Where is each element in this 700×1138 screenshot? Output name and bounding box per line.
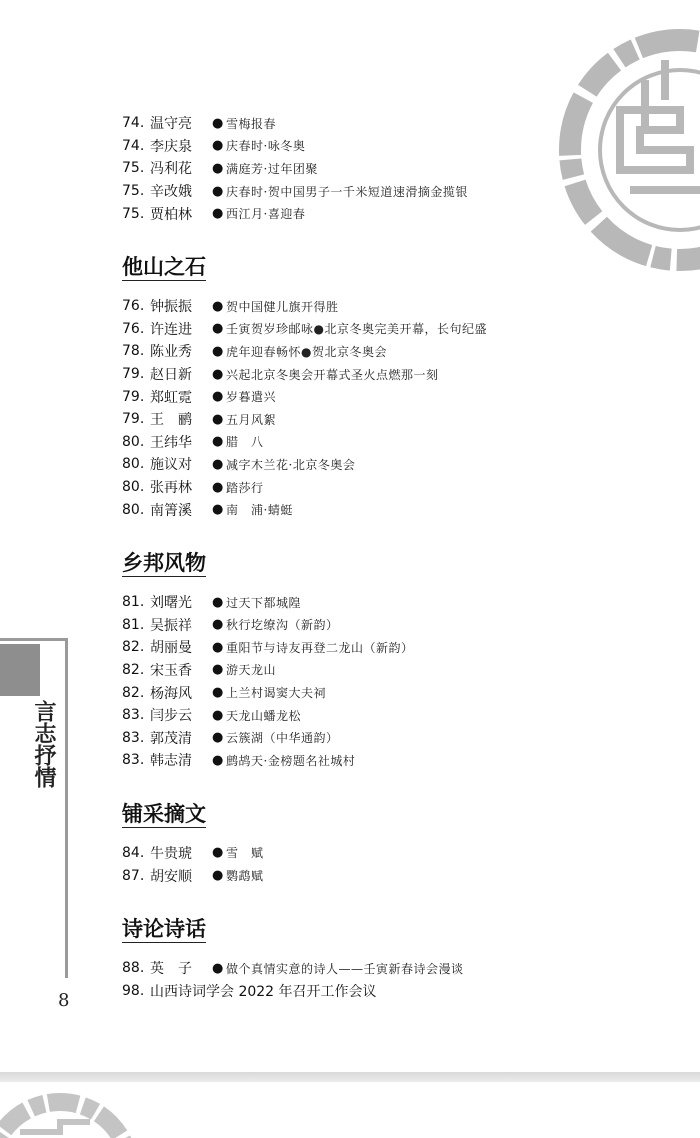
entry-page-number: 82. [122,684,145,701]
entry-author: 山西诗词学会 2022 年召开工作会议 [150,983,377,1000]
entry-author: 刘曙光 [150,595,192,612]
toc-entry[interactable] [122,864,642,887]
bullet-icon: ● [212,321,224,337]
toc-section [122,547,642,772]
bullet-icon: ● [212,617,224,633]
entry-page-number: 84. [122,844,145,861]
bullet-icon: ● [212,366,224,382]
toc-entry[interactable] [122,636,642,659]
entry-title: 雪梅报春 [226,116,277,131]
toc-entry[interactable] [122,476,642,499]
entry-title: 兴起北京冬奥会开幕式圣火点燃那一刻 [226,367,439,382]
toc-entry[interactable] [122,957,642,980]
entry-author: 吴振祥 [150,617,192,634]
entry-author: 贾柏林 [150,206,192,223]
bullet-icon: ● [212,960,224,976]
entry-page-number: 83. [122,752,145,769]
toc-section [122,913,642,1002]
entry-title: 南 浦·蜻蜓 [226,503,293,518]
entry-author: 陈业秀 [150,344,192,361]
side-tab-block [0,644,40,696]
entry-author: 郑虹霓 [150,389,192,406]
entry-page-number: 83. [122,707,145,724]
bullet-icon: ● [212,343,224,359]
entry-author: 李庆泉 [150,138,192,155]
entry-page-number: 74. [122,115,145,132]
toc-entry[interactable] [122,363,642,386]
toc-entry[interactable] [122,453,642,476]
section-heading [122,798,642,830]
entry-title: 做个真情实意的诗人——壬寅新春诗会漫谈 [226,961,464,976]
entry-page-number: 80. [122,501,145,518]
entry-list [122,842,642,887]
entry-title: 虎年迎春畅怀●贺北京冬奥会 [226,344,387,359]
entry-page-number: 98. [122,982,145,999]
seal-ornament-bottom [0,1082,150,1138]
entry-author: 王 鹂 [150,412,192,429]
entry-title: 秋行圪缭沟（新韵） [226,618,339,633]
toc-entry[interactable] [122,498,642,521]
toc-entry[interactable] [122,180,642,203]
entry-page-number: 83. [122,729,145,746]
toc-entry[interactable] [122,318,642,341]
bullet-icon: ● [212,479,224,495]
entry-title: 庆春时·贺中国男子一千米短道速滑摘金揽银 [226,184,468,199]
entry-author: 施议对 [150,457,192,474]
entry-title: 雪 赋 [226,846,264,861]
entry-page-number: 82. [122,661,145,678]
entry-page-number: 79. [122,388,145,405]
bullet-icon: ● [212,160,224,176]
bullet-icon: ● [212,639,224,655]
side-tab-rule [0,638,68,641]
entry-page-number: 79. [122,411,145,428]
entry-title: 鹦鹉赋 [226,869,264,884]
bullet-icon: ● [212,434,224,450]
entry-author: 英 子 [150,961,192,978]
entry-author: 胡丽曼 [150,640,192,657]
side-tab [0,638,70,978]
section-heading [122,913,642,945]
toc-entry[interactable] [122,726,642,749]
entry-author: 赵日新 [150,367,192,384]
entry-page-number: 74. [122,137,145,154]
bullet-icon: ● [212,707,224,723]
entry-author: 闫步云 [150,708,192,725]
entry-title: 壬寅贺岁珍邮咏●北京冬奥完美开幕，长句纪盛 [226,322,487,337]
entry-title: 上兰村谒窦大夫祠 [226,686,327,701]
bullet-icon: ● [212,183,224,199]
entry-list [122,295,642,521]
toc-entry[interactable] [122,614,642,637]
toc-entry[interactable] [122,112,642,135]
entry-page-number: 87. [122,867,145,884]
toc-entry[interactable] [122,591,642,614]
entry-title: 腊 八 [226,435,264,450]
bullet-icon: ● [212,730,224,746]
entry-author: 韩志清 [150,753,192,770]
entry-author: 钟振振 [150,299,192,316]
entry-author: 牛贵琥 [150,845,192,862]
entry-title: 五月风絮 [226,412,277,427]
entry-page-number: 76. [122,320,145,337]
section-heading-text: 乡邦风物 [122,550,206,575]
toc-entry[interactable] [122,979,642,1002]
entry-author: 南箐溪 [150,502,192,519]
entry-title: 岁暮遣兴 [226,390,277,405]
bullet-icon: ● [212,115,224,131]
entry-title: 西江月·喜迎春 [226,207,306,222]
toc-content [122,112,642,1002]
toc-entry[interactable] [122,659,642,682]
toc-sections [122,251,642,1002]
side-tab-vertical-rule [65,638,68,978]
entry-author: 王纬华 [150,434,192,451]
entry-author: 张再林 [150,480,192,497]
entry-list [122,591,642,772]
section-heading [122,251,642,283]
side-tab-label: 言志抒情 [31,700,57,788]
toc-section-continued [122,112,642,225]
toc-section [122,798,642,887]
entry-page-number: 80. [122,456,145,473]
entry-author: 许连进 [150,321,192,338]
entry-page-number: 88. [122,960,145,977]
page-number: 8 [58,990,70,1011]
entry-author: 宋玉香 [150,662,192,679]
entry-title: 过天下都城隍 [226,595,302,610]
bullet-icon: ● [212,685,224,701]
entry-page-number: 75. [122,205,145,222]
bullet-icon: ● [212,411,224,427]
bullet-icon: ● [212,456,224,472]
entry-list [122,957,642,1002]
section-heading-text: 他山之石 [122,254,206,279]
entry-page-number: 79. [122,366,145,383]
entry-title: 天龙山蟠龙松 [226,708,302,723]
entry-page-number: 80. [122,479,145,496]
entry-title: 重阳节与诗友再登二龙山（新韵） [226,640,414,655]
bullet-icon: ● [212,594,224,610]
entry-page-number: 80. [122,433,145,450]
entry-page-number: 82. [122,639,145,656]
toc-entry[interactable] [122,704,642,727]
section-heading [122,547,642,579]
toc-entry[interactable] [122,135,642,158]
bullet-icon: ● [212,138,224,154]
toc-entry[interactable] [122,681,642,704]
entry-title: 云簇湖（中华通韵） [226,731,339,746]
toc-section [122,251,642,521]
entry-author: 冯利花 [150,161,192,178]
bullet-icon: ● [212,298,224,314]
toc-entry[interactable] [122,408,642,431]
toc-entry[interactable] [122,202,642,225]
toc-entry[interactable] [122,749,642,772]
toc-entry[interactable] [122,842,642,865]
entry-title: 游天龙山 [226,663,277,678]
footer-band [0,1072,700,1082]
bullet-icon: ● [212,662,224,678]
entry-list [122,112,642,225]
entry-title: 庆春时·咏冬奥 [226,139,306,154]
entry-page-number: 78. [122,343,145,360]
entry-page-number: 76. [122,298,145,315]
bullet-icon: ● [212,389,224,405]
section-heading-text: 铺采摘文 [122,801,206,826]
entry-author: 郭茂清 [150,730,192,747]
bullet-icon: ● [212,206,224,222]
entry-page-number: 75. [122,183,145,200]
toc-entry[interactable] [122,295,642,318]
bullet-icon: ● [212,502,224,518]
toc-entry[interactable] [122,340,642,363]
entry-page-number: 75. [122,160,145,177]
entry-author: 辛改娥 [150,184,192,201]
entry-author: 杨海风 [150,685,192,702]
bullet-icon: ● [212,845,224,861]
entry-title: 满庭芳·过年团聚 [226,161,318,176]
entry-title: 鹧鸪天·金榜题名社城村 [226,753,356,768]
toc-entry[interactable] [122,431,642,454]
entry-page-number: 81. [122,616,145,633]
entry-page-number: 81. [122,594,145,611]
entry-title: 贺中国健儿旗开得胜 [226,299,339,314]
section-heading-text: 诗论诗话 [122,916,206,941]
entry-author: 胡安顺 [150,868,192,885]
entry-title: 踏莎行 [226,480,264,495]
toc-entry[interactable] [122,385,642,408]
toc-entry[interactable] [122,157,642,180]
bullet-icon: ● [212,752,224,768]
entry-author: 温守亮 [150,116,192,133]
entry-title: 减字木兰花·北京冬奥会 [226,457,356,472]
bullet-icon: ● [212,868,224,884]
